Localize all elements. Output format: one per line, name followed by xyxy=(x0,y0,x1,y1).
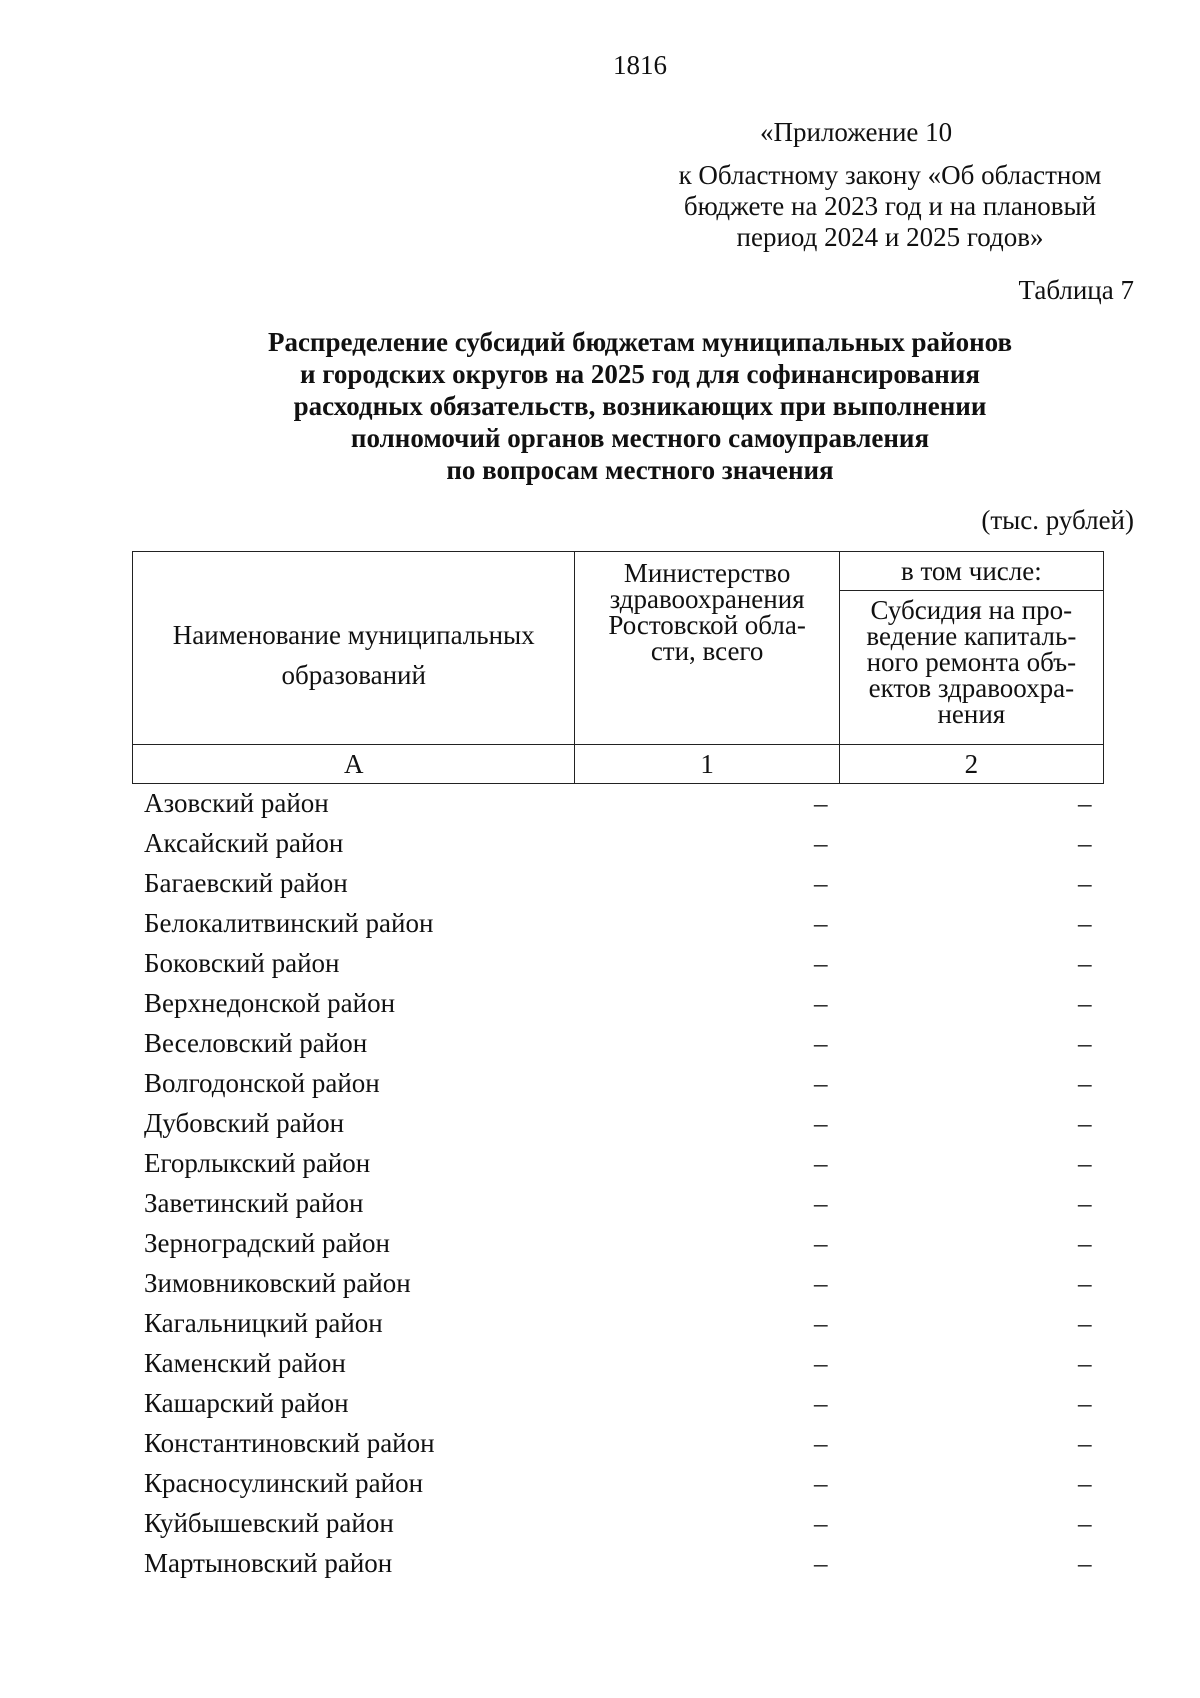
row-name: Константиновский район xyxy=(144,1428,435,1458)
table-row xyxy=(132,826,1104,866)
units-label: (тыс. рублей) xyxy=(981,505,1134,535)
row-name: Дубовский район xyxy=(144,1108,345,1138)
row-name: Веселовский район xyxy=(144,1028,368,1058)
row-name: Боковский район xyxy=(144,948,340,978)
row-value-subsidy: – xyxy=(1078,1308,1092,1338)
row-value-subsidy: – xyxy=(1078,1548,1092,1578)
row-value-subsidy: – xyxy=(1078,1388,1092,1418)
appendix-ref-line: к Областному закону «Об областном xyxy=(678,160,1102,190)
row-name: Зимовниковский район xyxy=(144,1268,411,1298)
row-value-subsidy: – xyxy=(1078,868,1092,898)
row-value-ministry: – xyxy=(814,1068,828,1098)
row-value-ministry: – xyxy=(814,868,828,898)
row-name: Кагальницкий район xyxy=(144,1308,383,1338)
header-cell-including: в том числе: xyxy=(839,552,1103,591)
row-value-subsidy: – xyxy=(1078,988,1092,1018)
row-name: Азовский район xyxy=(144,788,329,818)
row-value-subsidy: – xyxy=(1078,1508,1092,1538)
table-row xyxy=(132,1306,1104,1346)
appendix-title: «Приложение 10 xyxy=(760,117,953,147)
row-value-subsidy: – xyxy=(1078,1188,1092,1218)
row-value-ministry: – xyxy=(814,1548,828,1578)
row-value-ministry: – xyxy=(814,1388,828,1418)
header-name-line: образований xyxy=(281,660,426,690)
header-ministry-line: Ростовской обла- xyxy=(608,610,806,640)
row-value-subsidy: – xyxy=(1078,1148,1092,1178)
row-value-ministry: – xyxy=(814,828,828,858)
table-number: Таблица 7 xyxy=(1018,275,1134,305)
table-row xyxy=(132,1186,1104,1226)
row-value-subsidy: – xyxy=(1078,1268,1092,1298)
row-value-subsidy: – xyxy=(1078,1348,1092,1378)
row-value-ministry: – xyxy=(814,1108,828,1138)
table-row xyxy=(132,1466,1104,1506)
table-row xyxy=(132,1106,1104,1146)
table-row xyxy=(132,1146,1104,1186)
table-row xyxy=(132,1506,1104,1546)
row-value-subsidy: – xyxy=(1078,948,1092,978)
row-value-ministry: – xyxy=(814,1188,828,1218)
row-value-ministry: – xyxy=(814,1468,828,1498)
document-title xyxy=(190,326,1090,486)
header-cell-subsidy xyxy=(839,591,1103,745)
table-row xyxy=(132,786,1104,826)
row-value-subsidy: – xyxy=(1078,788,1092,818)
table-row xyxy=(132,1346,1104,1386)
header-subsidy-line: ведение капиталь- xyxy=(866,621,1077,652)
row-value-subsidy: – xyxy=(1078,1028,1092,1058)
table-row xyxy=(132,1546,1104,1586)
row-name: Куйбышевский район xyxy=(144,1508,394,1538)
table-row xyxy=(132,906,1104,946)
row-value-ministry: – xyxy=(814,1268,828,1298)
row-value-subsidy: – xyxy=(1078,1468,1092,1498)
row-value-ministry: – xyxy=(814,1428,828,1458)
title-line: по вопросам местного значения xyxy=(446,455,834,485)
row-name: Багаевский район xyxy=(144,868,348,898)
header-cell-name xyxy=(133,552,575,745)
row-value-subsidy: – xyxy=(1078,1428,1092,1458)
row-value-ministry: – xyxy=(814,908,828,938)
row-name: Каменский район xyxy=(144,1348,346,1378)
row-value-ministry: – xyxy=(814,1308,828,1338)
row-value-ministry: – xyxy=(814,1148,828,1178)
row-value-subsidy: – xyxy=(1078,1108,1092,1138)
row-value-ministry: – xyxy=(814,1508,828,1538)
row-name: Кашарский район xyxy=(144,1388,349,1418)
row-value-ministry: – xyxy=(814,1228,828,1258)
header-name-line: Наименование муниципальных xyxy=(172,620,535,650)
table-row xyxy=(132,1026,1104,1066)
row-name: Егорлыкский район xyxy=(144,1148,371,1178)
header-index-1: 1 xyxy=(575,745,839,784)
table-row xyxy=(132,946,1104,986)
header-subsidy-line: нения xyxy=(937,699,1006,730)
table-row xyxy=(132,1426,1104,1466)
row-value-ministry: – xyxy=(814,948,828,978)
row-name: Белокалитвинский район xyxy=(144,908,434,938)
table-row xyxy=(132,1386,1104,1426)
table-row xyxy=(132,986,1104,1026)
header-ministry-line: сти, всего xyxy=(650,636,764,666)
row-name: Красносулинский район xyxy=(144,1468,424,1498)
header-cell-ministry xyxy=(575,552,839,745)
row-name: Волгодонской район xyxy=(144,1068,380,1098)
header-subsidy-line: Субсидия на про- xyxy=(870,595,1073,626)
header-ministry-line: Министерство xyxy=(623,558,791,588)
row-value-subsidy: – xyxy=(1078,1068,1092,1098)
row-value-subsidy: – xyxy=(1078,828,1092,858)
appendix-ref-line: бюджете на 2023 год и на плановый xyxy=(683,191,1097,221)
row-value-subsidy: – xyxy=(1078,908,1092,938)
row-value-ministry: – xyxy=(814,788,828,818)
header-subsidy-line: ектов здравоохра- xyxy=(868,673,1075,704)
table-row xyxy=(132,866,1104,906)
appendix-reference xyxy=(620,160,1160,253)
page-number: 1816 xyxy=(613,50,667,80)
row-value-ministry: – xyxy=(814,1028,828,1058)
appendix-ref-line: период 2024 и 2025 годов» xyxy=(736,222,1044,252)
header-ministry-line: здравоохранения xyxy=(609,584,805,614)
row-value-ministry: – xyxy=(814,1348,828,1378)
table-body xyxy=(132,786,1104,1586)
row-name: Мартыновский район xyxy=(144,1548,393,1578)
row-value-subsidy: – xyxy=(1078,1228,1092,1258)
header-subsidy-line: ного ремонта объ- xyxy=(866,647,1077,678)
title-line: полномочий органов местного самоуправления xyxy=(350,423,930,453)
row-value-ministry: – xyxy=(814,988,828,1018)
title-line: расходных обязательств, возникающих при выполнении xyxy=(293,391,987,421)
table-header xyxy=(132,551,1104,784)
table-row xyxy=(132,1266,1104,1306)
table-row xyxy=(132,1226,1104,1266)
title-line: Распределение субсидий бюджетам муниципальных районов xyxy=(267,327,1013,357)
table-row xyxy=(132,1066,1104,1106)
header-index-a: А xyxy=(133,745,575,784)
row-name: Аксайский район xyxy=(144,828,344,858)
row-name: Верхнедонской район xyxy=(144,988,396,1018)
row-name: Заветинский район xyxy=(144,1188,364,1218)
header-index-2: 2 xyxy=(839,745,1103,784)
title-line: и городских округов на 2025 год для софинансирования xyxy=(299,359,981,389)
row-name: Зерноградский район xyxy=(144,1228,390,1258)
